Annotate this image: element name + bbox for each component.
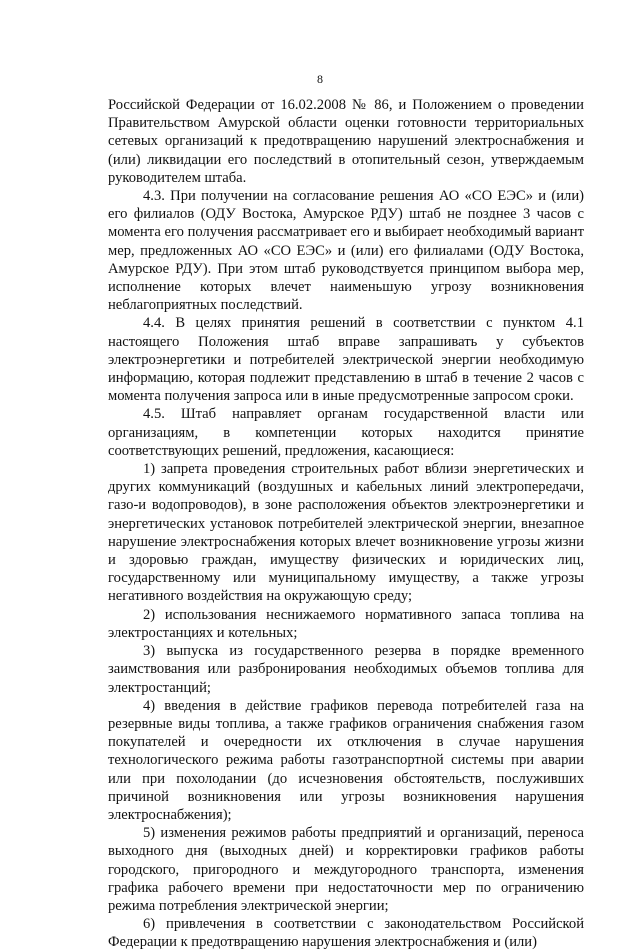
paragraph-4-5: 4.5. Штаб направляет органам государственной власти или организациям, в компетенции которых находится принятие соответствующих решений, предложения, касающиеся:: [108, 406, 584, 459]
paragraph-4-4: 4.4. В целях принятия решений в соответствии с пунктом 4.1 настоящего Положения штаб вправе запрашивать у субъектов электроэнергетики и потребителей электрической энергии необходимую информацию, которая подлежит представлению в штаб в течение 2 часов с момента получения запроса или в иные предусмотренные запросом сроки.: [108, 315, 584, 405]
list-item-6: 6) привлечения в соответствии с законодательством Российской Федерации к предотвращению нарушения электроснабжения и (или): [108, 916, 584, 951]
page-number: 8: [317, 72, 323, 86]
list-item-3: 3) выпуска из государственного резерва в порядке временного заимствования или разбронирования необходимых объемов топлива для электростанций;: [108, 643, 584, 696]
list-item-1: 1) запрета проведения строительных работ вблизи энергетических и других коммуникаций (воздушных и кабельных линий электропередачи, газо-и водопроводов), в зоне расположения объектов электроэнергетики и энергетических установок потребителей электрической энергии, внезапное нарушение электроснабжения которых влечет возникновение угрозы жизни и здоровью граждан, имуществу физических и юридических лиц, государственному или муниципальному имуществу, а также угрозы негативного воздействия на окружающую среду;: [108, 461, 584, 605]
list-item-2: 2) использования неснижаемого нормативного запаса топлива на электростанциях и котельных;: [108, 606, 584, 641]
list-item-5: 5) изменения режимов работы предприятий и организаций, переноса выходного дня (выходных дней) и корректировки графиков работы городского, пригородного и междугородного транспорта, изменения графика рабочего времени при недостаточности мер по ограничению режима потребления электрической энергии;: [108, 825, 584, 914]
list-item-4: 4) введения в действие графиков перевода потребителей газа на резервные виды топлива, а также графиков ограничения снабжения газом покупателей и очередности их отключения в случае нарушения технологического режима работы газотранспортной системы при аварии или при похолодании (до исчезновения обстоятельств, послуживших причиной возникновения или угрозы возникновения нарушения электроснабжения);: [108, 697, 584, 823]
paragraph-continuation: Российской Федерации от 16.02.2008 № 86, и Положением о проведении Правительством Амурской области оценки готовности территориальных сетевых организаций к предотвращению нарушений электроснабжения и (или) ликвидации его последствий в отопительный сезон, утверждаемым руководителем штаба.: [108, 97, 584, 186]
paragraph-4-3: 4.3. При получении на согласование решения АО «СО ЕЭС» и (или) его филиалов (ОДУ Востока, Амурское РДУ) штаб не позднее 3 часов с момента его получения рассматривает его и выбирает необходимый вариант мер, предложенных АО «СО ЕЭС» и (или) его филиалами (ОДУ Востока, Амурское РДУ). При этом штаб руководствуется принципом выбора мер, исполнение которых влечет наименьшую угрозу возникновения неблагоприятных последствий.: [108, 188, 584, 314]
document-body: [108, 96, 584, 952]
